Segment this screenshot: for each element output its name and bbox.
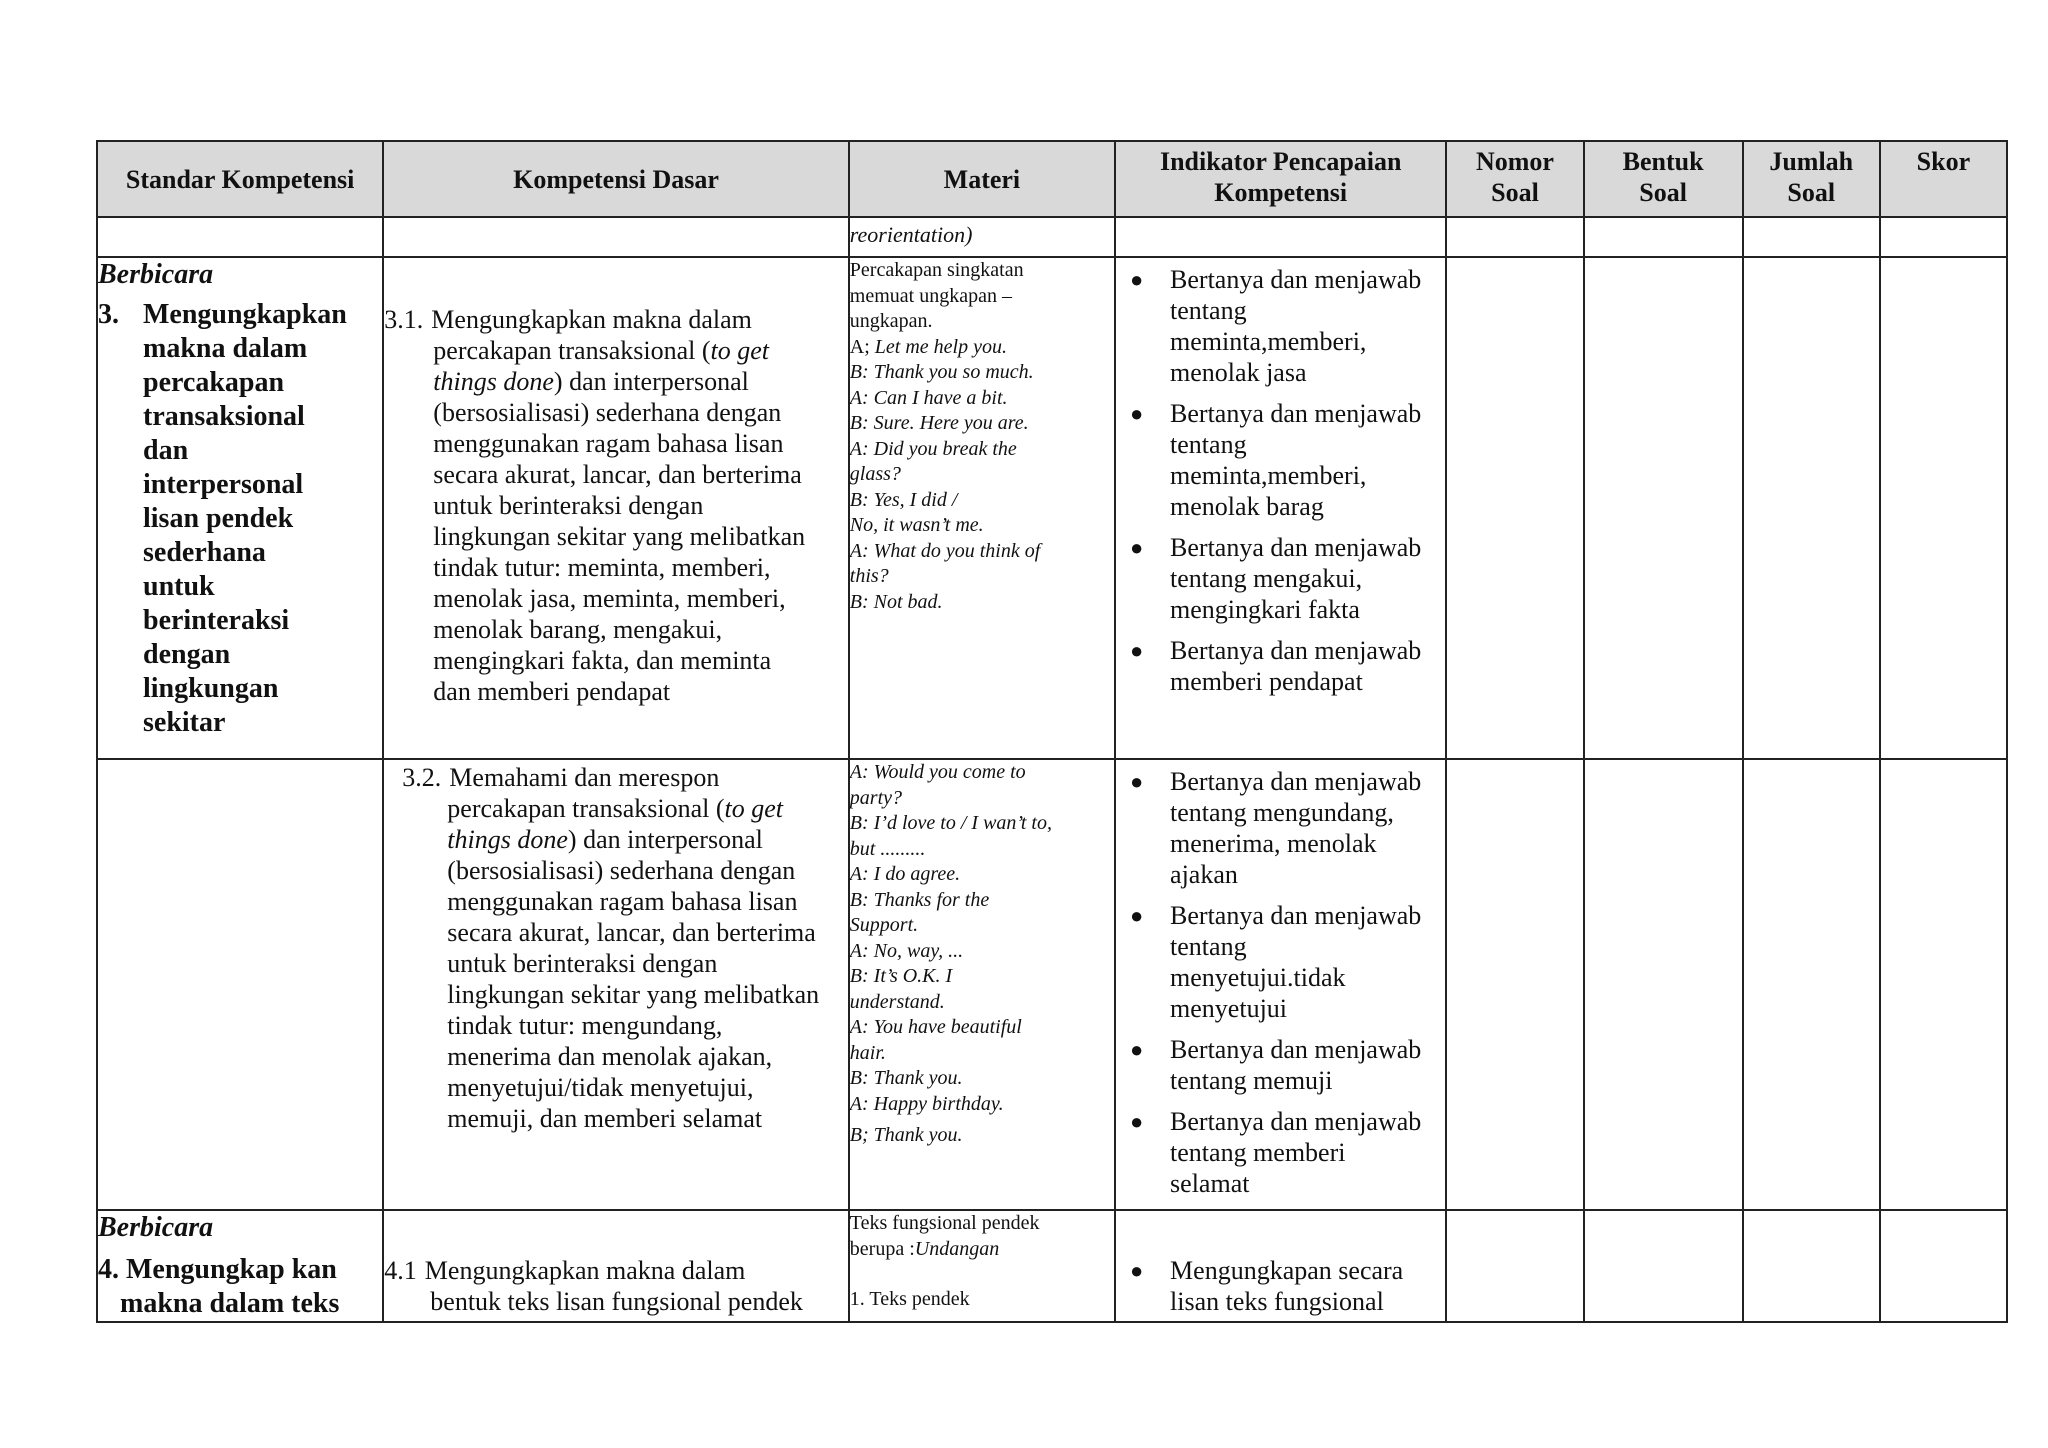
sk-heading: Berbicara <box>98 259 214 290</box>
indikator-item: ● Bertanya dan menjawab tentang meminta,memberi, menolak barag <box>1126 398 1437 522</box>
table-row <box>97 257 2007 759</box>
jumlah-soal-cell <box>1743 257 1880 759</box>
standar-kompetensi-cell <box>97 257 383 759</box>
materi-line: A: Can I have a bit. <box>849 386 1008 409</box>
sk-line: percakapan <box>143 367 285 398</box>
indikator-item: ● Bertanya dan menjawab memberi pendapat <box>1126 635 1437 697</box>
nomor-soal-cell <box>1446 257 1583 759</box>
sk-line: dan <box>143 435 189 466</box>
indikator-cell <box>1115 759 1446 1210</box>
sk-line: sederhana <box>143 537 266 568</box>
bullet-icon: ● <box>1130 267 1144 292</box>
sk-number: 3. <box>98 299 119 330</box>
indikator-list <box>1116 1211 1445 1317</box>
materi-line: B: It’s O.K. I <box>849 965 953 987</box>
materi-line: B: Yes, I did / <box>849 488 958 511</box>
materi-line: glass? <box>849 463 901 485</box>
kd-line: menolak barang, mengakui, <box>433 615 723 644</box>
kd-line: (bersosialisasi) sederhana dengan <box>447 856 796 885</box>
kd-line: secara akurat, lancar, dan berterima <box>447 918 816 947</box>
sk-line: sekitar <box>143 707 226 738</box>
bentuk-soal-cell <box>1584 1210 1743 1322</box>
sk-line: transaksional <box>143 401 305 432</box>
bullet-icon: ● <box>1130 535 1144 560</box>
materi-line: B: Sure. Here you are. <box>849 412 1029 434</box>
bullet-icon: ● <box>1130 638 1144 663</box>
header-bentuk-soal: Bentuk Soal <box>1584 141 1743 217</box>
bullet-icon: ● <box>1130 401 1144 426</box>
materi-line: 1. Teks pendek <box>849 1288 970 1310</box>
header-jumlah-soal: Jumlah Soal <box>1743 141 1880 217</box>
sk-line: dengan <box>143 639 231 670</box>
sk-line: makna dalam <box>143 333 308 364</box>
materi-line: A: I do agree. <box>849 863 961 885</box>
indikator-item: ● Bertanya dan menjawab tentang memuji <box>1126 1034 1437 1096</box>
bullet-icon: ● <box>1130 1258 1144 1283</box>
kd-line: menggunakan ragam bahasa lisan <box>447 887 798 916</box>
skor-cell <box>1880 257 2007 759</box>
jumlah-soal-cell <box>1743 1210 1880 1322</box>
materi-line: Support. <box>849 914 919 936</box>
materi-line: A: What do you think of <box>849 539 1041 562</box>
header-materi: Materi <box>849 141 1115 217</box>
sk-line: lingkungan <box>143 673 279 704</box>
materi-line: B; Thank you. <box>849 1124 963 1146</box>
bullet-icon: ● <box>1130 1037 1144 1062</box>
kd-line: tindak tutur: meminta, memberi, <box>433 553 771 582</box>
standar-kompetensi-cell <box>97 1210 383 1322</box>
kd-line: menolak jasa, meminta, memberi, <box>433 584 786 613</box>
indikator-item: ● Bertanya dan menjawab tentang meminta,memberi, menolak jasa <box>1126 264 1437 388</box>
kompetensi-dasar-cell: 3.1. Mengungkapkan makna dalam percakapan transaksional (to get things done) dan interpersonal (bersosialisasi) sederhana dengan menggunakan ragam bahasa lisan secara akurat, lancar, dan berterima untuk berinteraksi dengan lingkungan sekitar yang melibatkan tindak tutur: meminta, memberi, menolak jasa, meminta, memberi, menolak barang, mengakui, mengingkari fakta, dan meminta dan memberi pendapat <box>383 257 848 759</box>
materi-line: understand. <box>849 990 945 1013</box>
table-row <box>97 1210 2007 1322</box>
indikator-item: ● Bertanya dan menjawab tentang mengakui, mengingkari fakta <box>1126 532 1437 625</box>
indikator-item: ● Bertanya dan menjawab tentang mengundang, menerima, menolak ajakan <box>1126 766 1437 890</box>
bullet-icon: ● <box>1130 903 1144 928</box>
table-row <box>97 759 2007 1210</box>
materi-line: No, it wasn’t me. <box>849 514 984 536</box>
materi-line: A: Did you break the <box>849 437 1017 460</box>
materi-line: A: Happy birthday. <box>849 1092 1004 1115</box>
kd-line: menggunakan ragam bahasa lisan <box>433 429 784 458</box>
materi-line: ungkapan. <box>849 310 933 332</box>
kd-line: tindak tutur: mengundang, <box>447 1011 723 1040</box>
materi-line: B: Thank you. <box>849 1067 963 1089</box>
materi-line: B: Thank you so much. <box>849 361 1034 383</box>
bullet-icon: ● <box>1130 769 1144 794</box>
materi-cell <box>849 759 1115 1210</box>
header-kompetensi-dasar: Kompetensi Dasar <box>383 141 848 217</box>
materi-line: A; Let me help you. <box>849 335 1007 358</box>
indikator-cell <box>1115 257 1446 759</box>
bentuk-soal-cell <box>1584 759 1743 1210</box>
materi-line: A: Would you come to <box>849 761 1026 783</box>
header-skor: Skor <box>1880 141 2007 217</box>
materi-continuation: reorientation) <box>849 222 973 247</box>
table-row <box>97 217 2007 257</box>
materi-cell <box>849 257 1115 759</box>
kompetensi-dasar-cell <box>383 1210 848 1322</box>
kd-line: mengingkari fakta, dan meminta <box>433 646 772 675</box>
kd-line: lingkungan sekitar yang melibatkan <box>433 522 806 551</box>
indikator-item: ● Mengungkapan secara lisan teks fungsional <box>1126 1255 1437 1317</box>
kd-line: Memahami dan merespon <box>449 763 720 792</box>
kd-line: bentuk teks lisan fungsional pendek <box>430 1287 803 1316</box>
indikator-list <box>1116 760 1445 1199</box>
kd-number: 3.2. <box>402 763 442 792</box>
materi-line: A: You have beautiful <box>849 1016 1022 1038</box>
standar-kompetensi-cell <box>97 759 383 1210</box>
sk-line: 4. Mengungkap kan <box>98 1254 337 1285</box>
sk-line: Mengungkapkan <box>143 299 347 330</box>
bullet-icon: ● <box>1130 1109 1144 1134</box>
header-indikator: Indikator Pencapaian Kompetensi <box>1115 141 1446 217</box>
materi-line: Teks fungsional pendek <box>849 1212 1040 1234</box>
indikator-list <box>1116 258 1445 697</box>
header-standar-kompetensi: Standar Kompetensi <box>97 141 383 217</box>
kd-line: menyetujui/tidak menyetujui, <box>447 1073 754 1102</box>
nomor-soal-cell <box>1446 1210 1583 1322</box>
materi-line: berupa :Undangan <box>849 1237 1000 1260</box>
kd-line: Mengungkapkan makna dalam <box>431 305 752 334</box>
kd-line: Mengungkapkan makna dalam <box>424 1256 746 1285</box>
sk-line: makna dalam teks <box>120 1288 340 1319</box>
kd-number: 4.1 <box>384 1256 417 1285</box>
materi-line: but ......... <box>849 837 926 860</box>
header-nomor-soal: Nomor Soal <box>1446 141 1583 217</box>
materi-line: memuat ungkapan – <box>849 284 1012 307</box>
kd-line: untuk berinteraksi dengan <box>433 491 704 520</box>
jumlah-soal-cell <box>1743 759 1880 1210</box>
skor-cell <box>1880 1210 2007 1322</box>
table-header-row <box>97 141 2007 217</box>
sk-heading: Berbicara <box>98 1212 214 1243</box>
kd-line: secara akurat, lancar, dan berterima <box>433 460 802 489</box>
kd-line: (bersosialisasi) sederhana dengan <box>433 398 782 427</box>
kd-line: untuk berinteraksi dengan <box>447 949 718 978</box>
kd-number: 3.1. <box>384 305 424 334</box>
materi-line: hair. <box>849 1041 886 1064</box>
kd-line: menerima dan menolak ajakan, <box>447 1042 773 1071</box>
nomor-soal-cell <box>1446 759 1583 1210</box>
materi-line: B: I’d love to / I wan’t to, <box>849 812 1052 834</box>
materi-line: this? <box>849 565 889 587</box>
kd-line: lingkungan sekitar yang melibatkan <box>447 980 820 1009</box>
indikator-cell <box>1115 1210 1446 1322</box>
kd-line: dan memberi pendapat <box>433 677 671 706</box>
indikator-item: ● Bertanya dan menjawab tentang memberi selamat <box>1126 1106 1437 1199</box>
sk-line: lisan pendek <box>143 503 294 534</box>
sk-line: untuk <box>143 571 215 602</box>
sk-line: berinteraksi <box>143 605 290 636</box>
kompetensi-dasar-cell: 3.2. Memahami dan merespon percakapan transaksional (to get things done) dan interpersonal (bersosialisasi) sederhana dengan menggunakan ragam bahasa lisan secara akurat, lancar, dan berterima untuk berinteraksi dengan lingkungan sekitar yang melibatkan tindak tutur: mengundang, menerima dan menolak ajakan, menyetujui/tidak menyetujui, memuji, dan memberi selamat <box>383 759 848 1210</box>
competency-table <box>96 140 2008 1323</box>
materi-line: B: Not bad. <box>849 590 943 613</box>
materi-line: A: No, way, ... <box>849 939 964 962</box>
materi-line: Percakapan singkatan <box>849 259 1024 281</box>
skor-cell <box>1880 759 2007 1210</box>
indikator-item: ● Bertanya dan menjawab tentang menyetujui.tidak menyetujui <box>1126 900 1437 1024</box>
materi-line: party? <box>849 786 902 809</box>
kd-line: memuji, dan memberi selamat <box>447 1104 763 1133</box>
bentuk-soal-cell <box>1584 257 1743 759</box>
sk-line: interpersonal <box>143 469 304 500</box>
materi-line: B: Thanks for the <box>849 888 990 911</box>
materi-cell <box>849 1210 1115 1322</box>
